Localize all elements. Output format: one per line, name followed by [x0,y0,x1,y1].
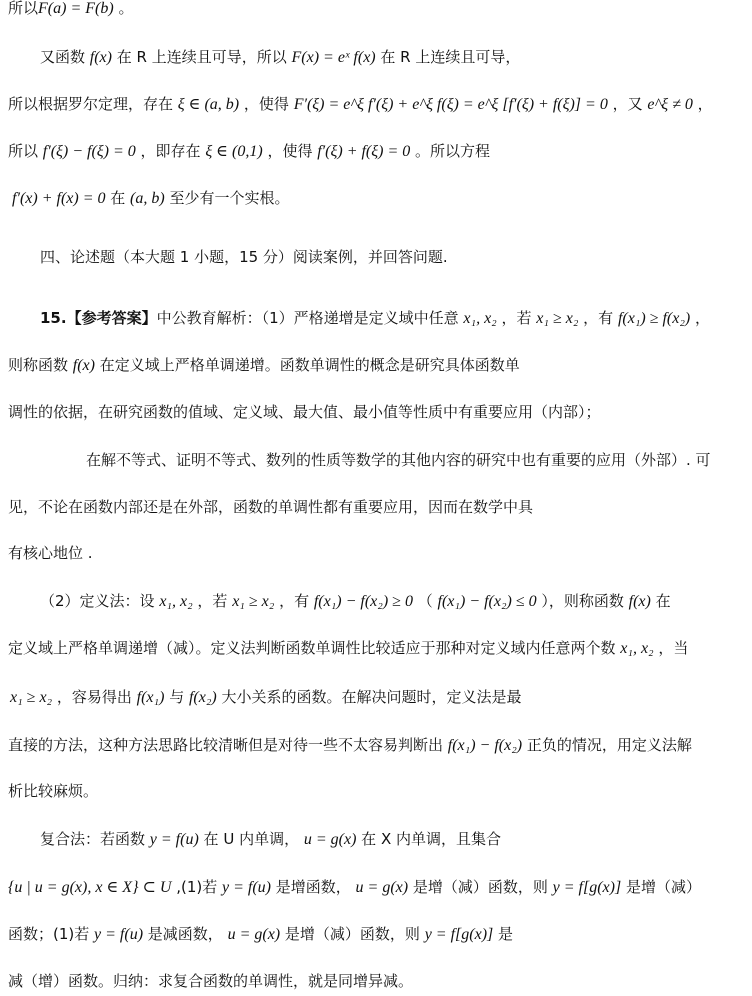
math-expression: f(x) [628,593,651,610]
text-run: 所以 [8,142,43,160]
text-run: ），则称函数 [536,592,629,610]
text-run: 则称函数 [8,356,73,374]
text-run: 在 R 上连续且可导，所以 [111,48,292,66]
text-run: 大小关系的函数。在解决问题时，定义法是最 [216,688,522,706]
text-run: 是增函数， [271,878,356,896]
text-line [86,449,711,471]
answer-line [40,307,710,330]
math-expression: x₁, x₂ [620,640,654,657]
text-run: 与 [164,688,189,706]
text-run: 在 [650,592,671,610]
math-expression: f(x₁) − f(x₂) [447,737,523,754]
math-expression: f(x₁) − f(x₂) ≤ 0 [437,593,537,610]
text-run: 有核心地位 . [8,544,93,562]
text-run: ，若 [496,309,537,327]
text-run: 。 [113,0,134,17]
text-run: 析比较麻烦。 [8,782,99,800]
math-expression: F′(ξ) = e^ξ f′(ξ) + e^ξ f(ξ) = e^ξ [f′(ξ) + f(ξ)] = 0 [293,96,608,113]
text-line [8,354,520,377]
text-run: 直接的方法，这种方法思路比较清晰但是对待一些不太容易判断出 [8,736,448,754]
math-expression: y = f[g(x)] [424,926,494,943]
text-line [8,0,133,20]
math-expression: f(x) [89,49,112,66]
math-expression: f(x₁) [136,689,165,706]
text-run: 减（增）函数。归纳：求复合函数的单调性，就是同增异减。 [8,972,414,990]
text-run: ， [692,95,713,113]
math-expression: e^ξ ≠ 0 [647,96,693,113]
math-expression: x₁, x₂ [463,310,497,327]
text-run: ， [690,309,711,327]
text-line [8,93,713,116]
text-line [10,686,522,709]
text-run: 正负的情况，用定义法解 [522,736,692,754]
math-expression: y = f(u) [94,926,144,943]
text-line [40,46,520,69]
text-run: 四、论述题（本大题 1 小题，15 分）阅读案例，并回答问题. [40,248,448,266]
text-run: 所以 [8,0,39,17]
text-run: 是增（减）函数，则 [408,878,553,896]
math-expression: f(x₂) [188,689,217,706]
text-run: ，使得 [239,95,294,113]
text-run: 在 U 内单调， [198,830,304,848]
bold-label: 15.【参考答案】 [40,309,157,327]
text-line [40,828,501,851]
math-expression: F(a) = F(b) [38,0,114,17]
text-run: 见，不论在函数内部还是在外部，函数的单调性都有重要应用，因而在数学中具 [8,498,534,516]
math-expression: ξ ∈ (0,1) [205,143,263,160]
text-run: ,(1)若 [171,878,222,896]
text-line [8,542,93,564]
text-run: 调性的依据，在研究函数的值域、定义域、最大值、最小值等性质中有重要应用（内部）； [8,403,601,421]
math-expression: f′(x) + f(x) = 0 [12,190,106,207]
math-expression: x₁, x₂ [159,593,193,610]
text-run: （2）定义法：设 [40,592,160,610]
text-run: ，又 [607,95,648,113]
text-line [8,496,533,518]
math-expression: (a, b) [130,190,165,207]
text-run: 定义域上严格单调递增（减）。定义法判断函数单调性比较适应于那种对定义域内任意两个数 [8,639,621,657]
math-expression: f′(ξ) + f(ξ) = 0 [317,143,411,160]
text-line [40,590,671,613]
math-expression: y = f[g(x)] [552,879,622,896]
text-run: 。所以方程 [410,142,491,160]
math-expression: ξ ∈ (a, b) [177,96,240,113]
text-run: ，容易得出 [52,688,137,706]
text-line [8,401,601,423]
text-line [8,876,701,899]
math-expression: x₁ ≥ x₂ [10,689,53,706]
math-expression: f′(ξ) − f(ξ) = 0 [42,143,136,160]
text-run: 在解不等式、证明不等式、数列的性质等数学的其他内容的研究中也有重要的应用（外部）. 可 [86,451,711,469]
text-run: 中公教育解析：（1）严格递增是定义域中任意 [156,309,464,327]
math-expression: f(x₁) ≥ f(x₂) [617,310,691,327]
text-run: 是减函数， [143,925,228,943]
math-expression: y = f(u) [149,831,199,848]
math-expression: u = g(x) [303,831,357,848]
text-line [8,923,513,946]
text-run: ，有 [578,309,618,327]
math-expression: F(x) = eˣ f(x) [291,49,376,66]
text-line [8,970,413,992]
math-expression: x₁ ≥ x₂ [536,310,579,327]
math-expression: {u | u = g(x), x ∈ X} ⊂ U [8,879,172,896]
text-line [8,734,692,757]
text-line [12,187,289,210]
math-expression: f(x) [72,357,95,374]
math-expression: x₁ ≥ x₂ [232,593,275,610]
text-run: 在 R 上连续且可导， [375,48,521,66]
text-line [8,637,688,660]
math-expression: u = g(x) [355,879,409,896]
text-run: 在 X 内单调，且集合 [356,830,501,848]
section-heading [40,246,448,268]
text-run: 在 [105,189,131,207]
math-expression: u = g(x) [227,926,281,943]
text-run: 在定义域上严格单调递增。函数单调性的概念是研究具体函数单 [94,356,520,374]
text-run: 至少有一个实根。 [164,189,290,207]
text-run: ，有 [274,592,314,610]
text-run: 函数；(1)若 [8,925,95,943]
text-line [8,140,490,163]
math-expression: f(x₁) − f(x₂) ≥ 0 [313,593,413,610]
text-run: 又函数 [40,48,90,66]
text-line [8,780,98,802]
text-run: ，即存在 [135,142,206,160]
text-run: ，当 [653,639,689,657]
text-run: 复合法：若函数 [40,830,150,848]
text-run: 是 [493,925,514,943]
text-run: 所以根据罗尔定理，存在 [8,95,178,113]
text-run: 是增（减）函数，则 [280,925,425,943]
text-run: （ [412,592,438,610]
math-expression: y = f(u) [222,879,271,896]
text-run: ，若 [192,592,233,610]
text-run: ，使得 [262,142,318,160]
text-run: 是增（减） [621,878,701,896]
